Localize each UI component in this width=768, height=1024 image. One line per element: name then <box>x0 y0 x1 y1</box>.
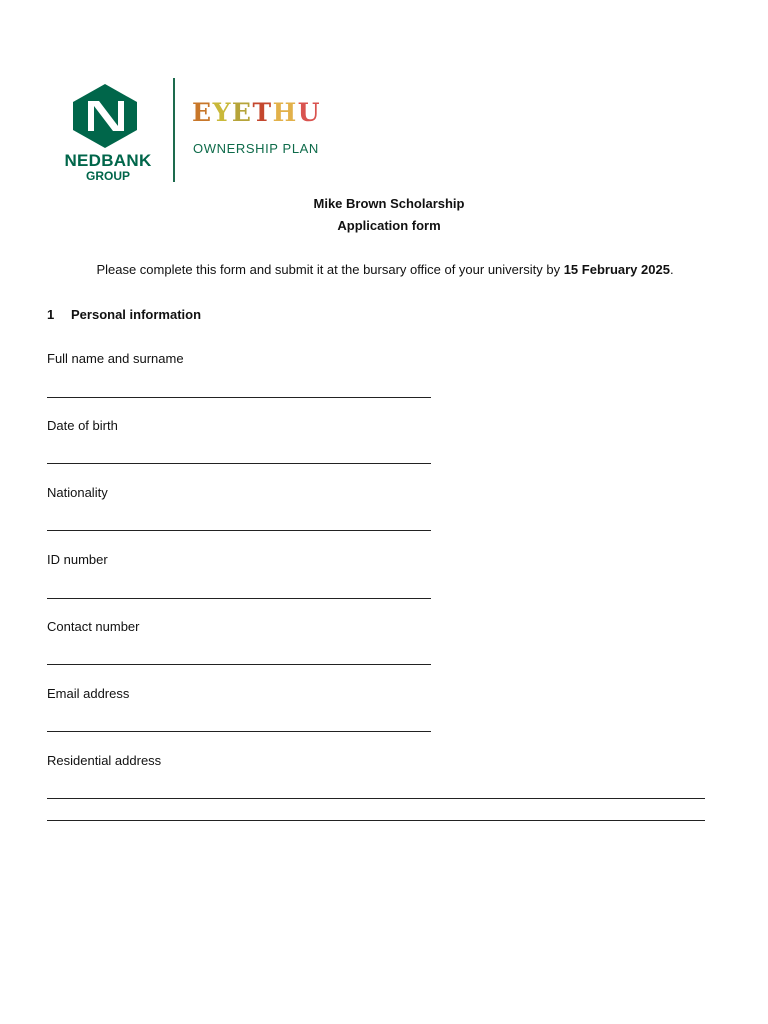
contact-number-field[interactable] <box>47 664 431 665</box>
eyethu-letter: U <box>297 98 322 127</box>
instruction-body: Please complete this form and submit it at the bursary office of your university by <box>96 262 564 277</box>
id-number-field[interactable] <box>47 598 431 599</box>
residential-address-field-line1[interactable] <box>47 798 705 799</box>
section-heading <box>47 307 201 322</box>
section-title: Personal information <box>71 307 202 322</box>
group-wordmark: GROUP <box>85 169 130 183</box>
contact-number-label: Contact number <box>47 619 140 634</box>
section-number: 1 <box>47 307 55 322</box>
instruction-text <box>0 262 768 277</box>
eyethu-letter: E <box>192 98 213 127</box>
eyethu-letter: Y <box>212 98 232 127</box>
nedbank-logo-icon <box>73 84 137 148</box>
logo-area <box>56 78 356 184</box>
residential-address-label: Residential address <box>47 753 162 768</box>
eyethu-letter: E <box>231 98 253 127</box>
date-of-birth-label: Date of birth <box>47 418 118 433</box>
scholarship-title: Mike Brown Scholarship <box>313 196 465 211</box>
eyethu-letter: T <box>252 98 273 127</box>
nationality-field[interactable] <box>47 530 431 531</box>
nedbank-wordmark: NEDBANK <box>64 151 152 170</box>
id-number-label: ID number <box>47 552 108 567</box>
eyethu-wordmark <box>192 98 321 128</box>
date-of-birth-field[interactable] <box>47 463 431 464</box>
email-address-label: Email address <box>47 686 130 701</box>
nationality-label: Nationality <box>47 485 108 500</box>
instruction-end: . <box>669 262 674 277</box>
logo-divider <box>173 78 175 182</box>
ownership-plan-text: OWNERSHIP PLAN <box>193 141 319 156</box>
form-title: Application form <box>337 218 441 233</box>
full-name-field[interactable] <box>47 397 431 398</box>
email-address-field[interactable] <box>47 731 431 732</box>
residential-address-field-line2[interactable] <box>47 820 705 821</box>
full-name-label: Full name and surname <box>47 351 184 366</box>
eyethu-letter: H <box>272 98 298 127</box>
deadline-date: 15 February 2025 <box>563 262 670 277</box>
